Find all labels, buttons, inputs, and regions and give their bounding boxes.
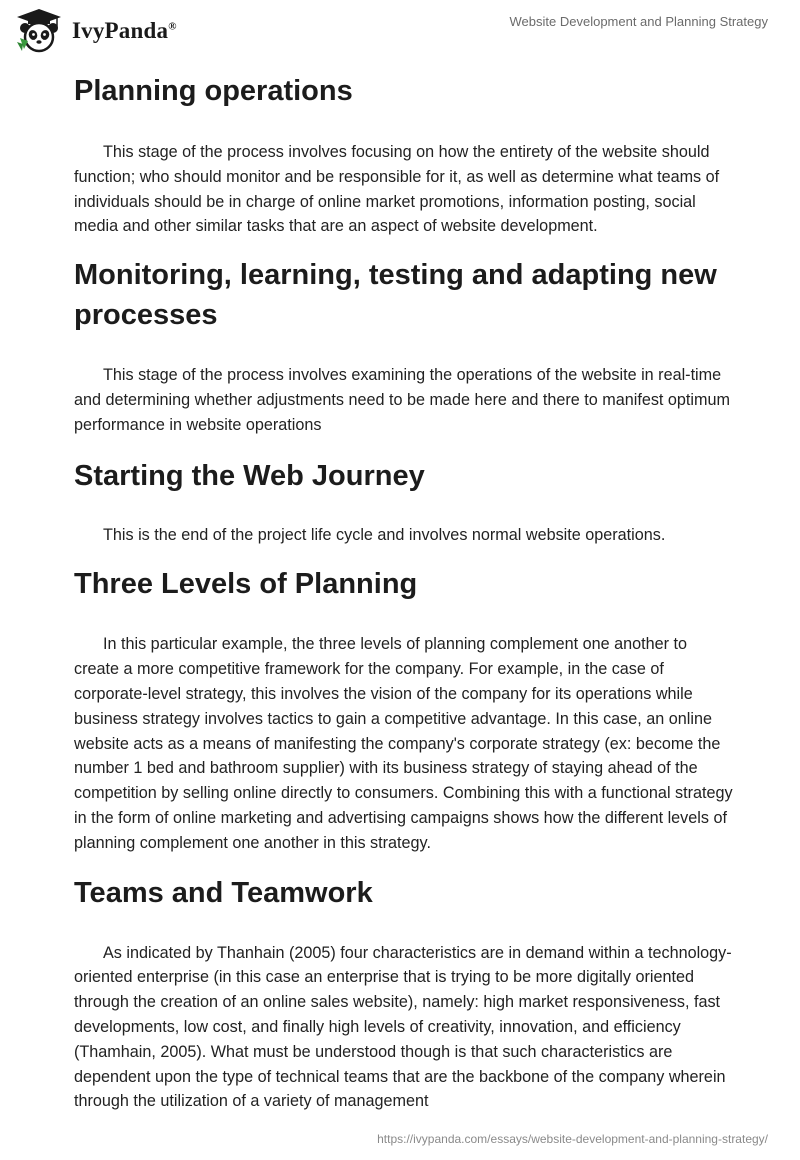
paragraph-teams: As indicated by Thanhain (2005) four characteristics are in demand within a technology-oriented enterprise (in this case an enterprise that is trying to be more digitally oriented through the creation of an online sales website), namely: high market responsiveness, fast developments, low cost, and finally high levels of creativity, innovation, and efficiency (Thamhain, 2005). What must be understood though is that such characteristics are dependent upon the type of technical teams that are the backbone of the company wherein through the utilization of a variety of management [74, 943, 732, 1111]
document-title: Website Development and Planning Strategy [509, 14, 768, 29]
paragraph-monitoring: This stage of the process involves examining the operations of the website in real-time and determining whether adjustments need to be made here and there to manifest optimum performance in website operations [74, 366, 730, 434]
paragraph-three-levels: In this particular example, the three levels of planning complement one another to create a more competitive framework for the company. For example, in the case of corporate-level strategy, this involves the vision of the company for its operations while business strategy involves tactics to gain a competitive advantage. In this case, an online website acts as a means of manifesting the company's corporate strategy (ex: become the number 1 bed and bathroom supplier) with its business strategy of staying ahead of the competition by selling online directly to consumers. Combining this with a functional strategy in the form of online marketing and advertising campaigns shows how the different levels of planning complement one another in this strategy. [74, 635, 733, 852]
ivypanda-logo[interactable] [14, 8, 254, 54]
paragraph-web-journey: This is the end of the project life cycle and involves normal website operations. [103, 525, 666, 544]
panda-graduate-logo-icon [14, 8, 64, 54]
source-url-link[interactable]: https://ivypanda.com/essays/website-development-and-planning-strategy/ [377, 1132, 768, 1146]
heading-teams: Teams and Teamwork [74, 876, 373, 909]
logo-text: IvyPanda® [72, 18, 177, 43]
heading-web-journey: Starting the Web Journey [74, 459, 425, 492]
essay-content [74, 68, 734, 1114]
heading-three-levels: Three Levels of Planning [74, 568, 418, 601]
heading-planning-operations: Planning operations [74, 75, 353, 107]
heading-monitoring: Monitoring, learning, testing and adapting new processes [74, 259, 717, 332]
registered-mark: ® [168, 20, 177, 33]
page-header [0, 0, 800, 60]
paragraph-planning-operations: This stage of the process involves focusing on how the entirety of the website should function; who should monitor and be responsible for it, as well as determine what teams of individuals should be in charge of online market promotions, information posting, social media and other similar tasks that are an aspect of website development. [74, 143, 720, 236]
